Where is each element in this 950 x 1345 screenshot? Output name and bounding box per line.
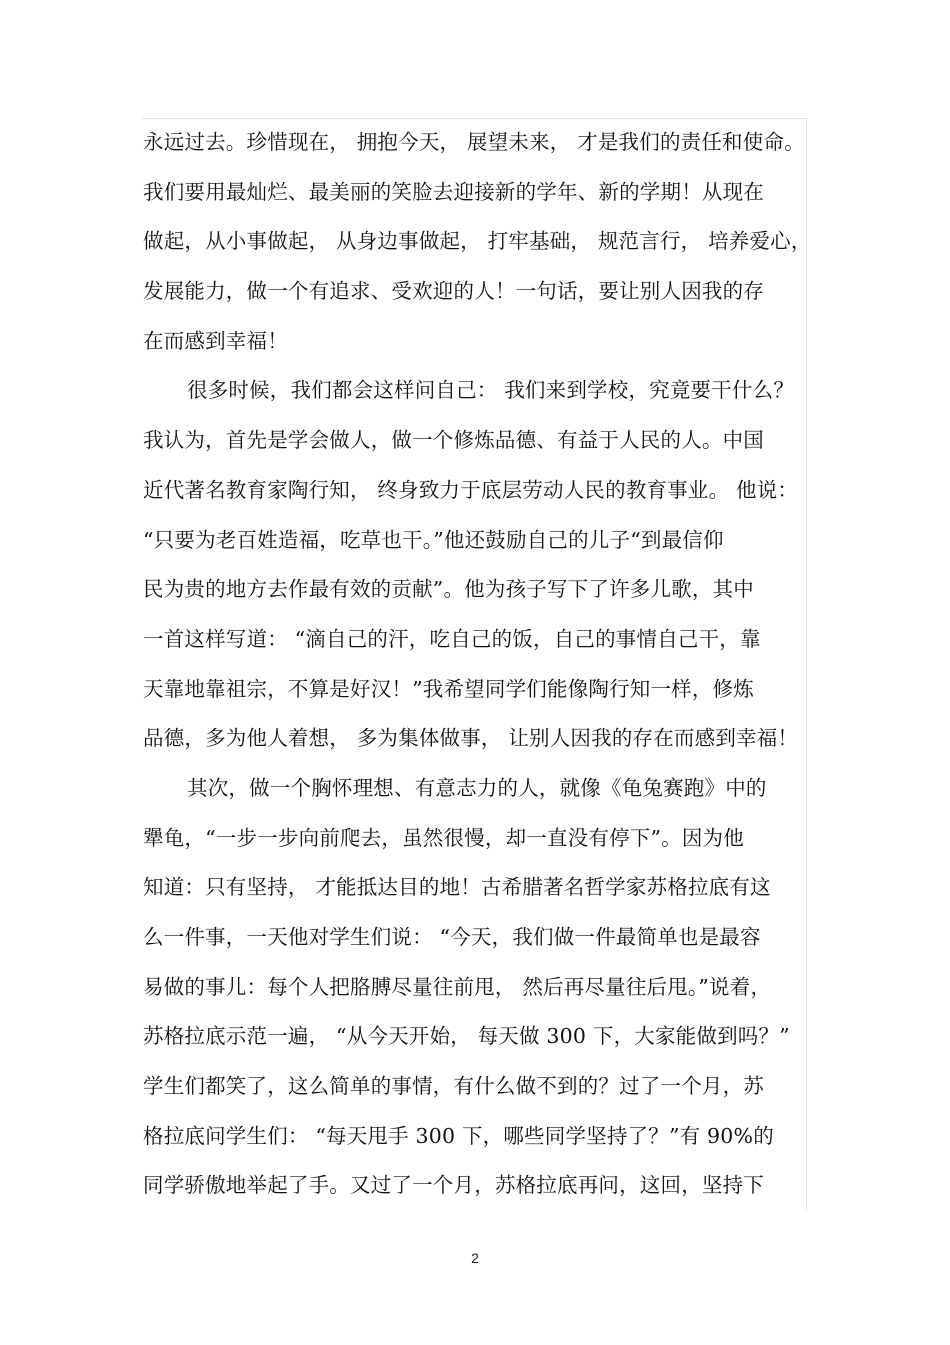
text-line: 犟龟，“一步一步向前爬去，虽然很慢，却一直没有停下”。因为他 xyxy=(143,825,744,850)
text-line: 做起，从小事做起， 从身边事做起， 打牢基础， 规范言行， 培养爱心， xyxy=(143,229,812,254)
text-line: 近代著名教育家陶行知， 终身致力于底层劳动人民的教育事业。 他说： xyxy=(143,477,799,502)
text-line: 同学骄傲地举起了手。又过了一个月，苏格拉底再问，这回，坚持下 xyxy=(143,1173,764,1198)
text-line: 品德，多为他人着想， 多为集体做事， 让别人因我的存在而感到幸福！ xyxy=(143,726,799,751)
text-line: 苏格拉底示范一遍， “从今天开始， 每天做 300 下，大家能做到吗？” xyxy=(143,1024,790,1049)
text-line: 我们要用最灿烂、最美丽的笑脸去迎接新的学年、新的学期！从现在 xyxy=(143,179,764,204)
text-line: 学生们都笑了，这么简单的事情，有什么做不到的？过了一个月，苏 xyxy=(143,1074,764,1099)
text-line: 么一件事，一天他对学生们说： “今天，我们做一件最简单也是最容 xyxy=(143,925,761,949)
text-line: 易做的事儿：每个人把胳膊尽量往前甩， 然后再尽量往后甩。”说着， xyxy=(143,974,772,999)
text-line: 天靠地靠祖宗，不算是好汉！”我希望同学们能像陶行知一样，修炼 xyxy=(143,676,754,701)
text-line: 永远过去。珍惜现在， 拥抱今天， 展望未来， 才是我们的责任和使命。 xyxy=(143,130,805,154)
document-body xyxy=(143,118,813,1211)
paragraph-start-line: 其次，做一个胸怀理想、有意志力的人，就像《龟兔赛跑》中的 xyxy=(187,775,767,800)
text-line: 在而感到幸福！ xyxy=(143,328,288,353)
text-line: 知道：只有坚持， 才能抵达目的地！古希腊著名哲学家苏格拉底有这 xyxy=(143,875,771,900)
text-line: 发展能力，做一个有追求、受欢迎的人！一句话，要让别人因我的存 xyxy=(143,279,764,304)
text-line: 民为贵的地方去作最有效的贡献”。他为孩子写下了许多儿歌，其中 xyxy=(143,577,754,602)
text-line: 我认为，首先是学会做人，做一个修炼品德、有益于人民的人。中国 xyxy=(143,428,764,453)
paragraph-start-line: 很多时候，我们都会这样问自己： 我们来到学校，究竟要干什么？ xyxy=(187,378,795,403)
text-line: 格拉底问学生们： “每天甩手 300 下，哪些同学坚持了？”有 90%的 xyxy=(143,1123,774,1148)
text-line: 一首这样写道： “滴自己的汗，吃自己的饭，自己的事情自己干，靠 xyxy=(143,626,761,651)
text-line: “只要为老百姓造福，吃草也干。”他还鼓励自己的儿子“到最信仰 xyxy=(143,527,724,552)
page-number: 2 xyxy=(471,1250,479,1266)
